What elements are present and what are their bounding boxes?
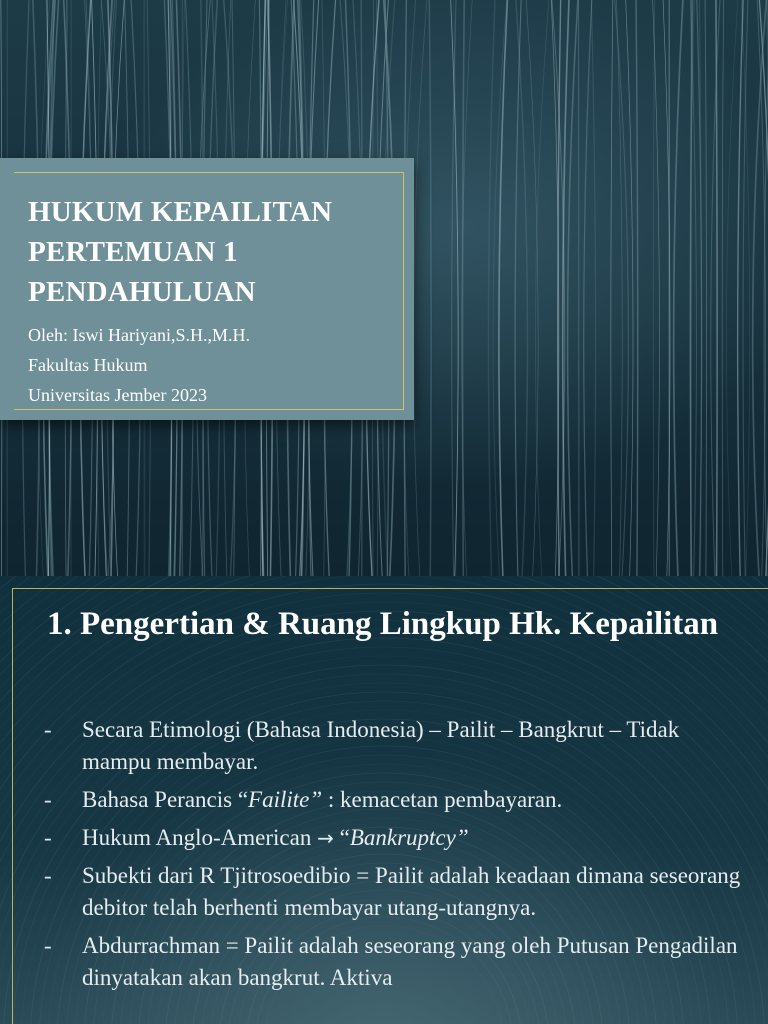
bullet-marker: - — [44, 717, 52, 742]
decorative-line — [674, 0, 684, 576]
decorative-line — [515, 0, 527, 576]
decorative-line — [616, 0, 622, 576]
bullet-marker: - — [44, 787, 52, 812]
bullet-text: Abdurrachman = Pailit adalah seseorang yang oleh Putusan Pengadilan dinyatakan akan bangkrut. Aktiva — [82, 933, 738, 990]
bullet-item — [44, 860, 744, 924]
bullet-marker: - — [44, 933, 52, 958]
decorative-line — [636, 0, 638, 576]
slide-subtitle — [28, 320, 250, 410]
bullet-text: Secara Etimologi (Bahasa Indonesia) – Pailit – Bangkrut – Tidak mampu membayar. — [82, 717, 680, 774]
decorative-line — [726, 0, 738, 576]
decorative-line — [568, 0, 579, 576]
arrow-right-icon: → — [317, 826, 334, 850]
decorative-line — [558, 0, 561, 576]
decorative-line — [414, 0, 428, 576]
bullet-marker: - — [44, 825, 52, 850]
decorative-line — [711, 0, 721, 576]
bullet-text-after: : kemacetan pembayaran. — [322, 787, 563, 812]
bullet-item — [44, 822, 744, 854]
bullet-text-quote: “ — [333, 825, 350, 850]
decorative-line — [743, 0, 748, 576]
title-line-1: HUKUM KEPAILITAN — [28, 196, 333, 228]
decorative-line — [625, 0, 633, 576]
decorative-line — [738, 0, 744, 576]
decorative-line — [591, 0, 595, 576]
decorative-line — [584, 0, 593, 576]
decorative-line — [611, 0, 613, 576]
bullet-text-before: Hukum Anglo-American — [82, 825, 318, 850]
decorative-line — [579, 0, 580, 576]
bullet-item — [44, 714, 744, 778]
slide-heading: 1. Pengertian & Ruang Lingkup Hk. Kepailitan — [47, 606, 719, 642]
bullet-list — [44, 714, 744, 1000]
title-box — [0, 158, 414, 420]
university-line: Universitas Jember 2023 — [28, 385, 207, 405]
slide-content — [0, 576, 768, 1024]
title-line-2: PERTEMUAN 1 — [28, 236, 238, 268]
decorative-line — [722, 0, 723, 576]
decorative-line — [489, 0, 496, 576]
decorative-line — [741, 0, 750, 576]
bullet-text: Subekti dari R Tjitrosoedibio = Pailit adalah keadaan dimana seseorang debitor telah berhenti membayar utang-utangnya. — [82, 863, 741, 920]
bullet-marker: - — [44, 863, 52, 888]
title-line-3: PENDAHULUAN — [28, 276, 256, 308]
decorative-line — [705, 0, 707, 576]
decorative-line — [653, 0, 654, 576]
decorative-line — [429, 0, 431, 576]
bullet-text-emphasis: Failite” — [248, 787, 323, 812]
bullet-item — [44, 930, 744, 994]
faculty-line: Fakultas Hukum — [28, 355, 148, 375]
bullet-item — [44, 784, 744, 816]
author-line: Oleh: Iswi Hariyani,S.H.,M.H. — [28, 325, 250, 345]
bullet-text-emphasis: Bankruptcy” — [349, 825, 469, 850]
bullet-text-before: Bahasa Perancis “ — [82, 787, 249, 812]
slide-title-text — [28, 192, 398, 312]
